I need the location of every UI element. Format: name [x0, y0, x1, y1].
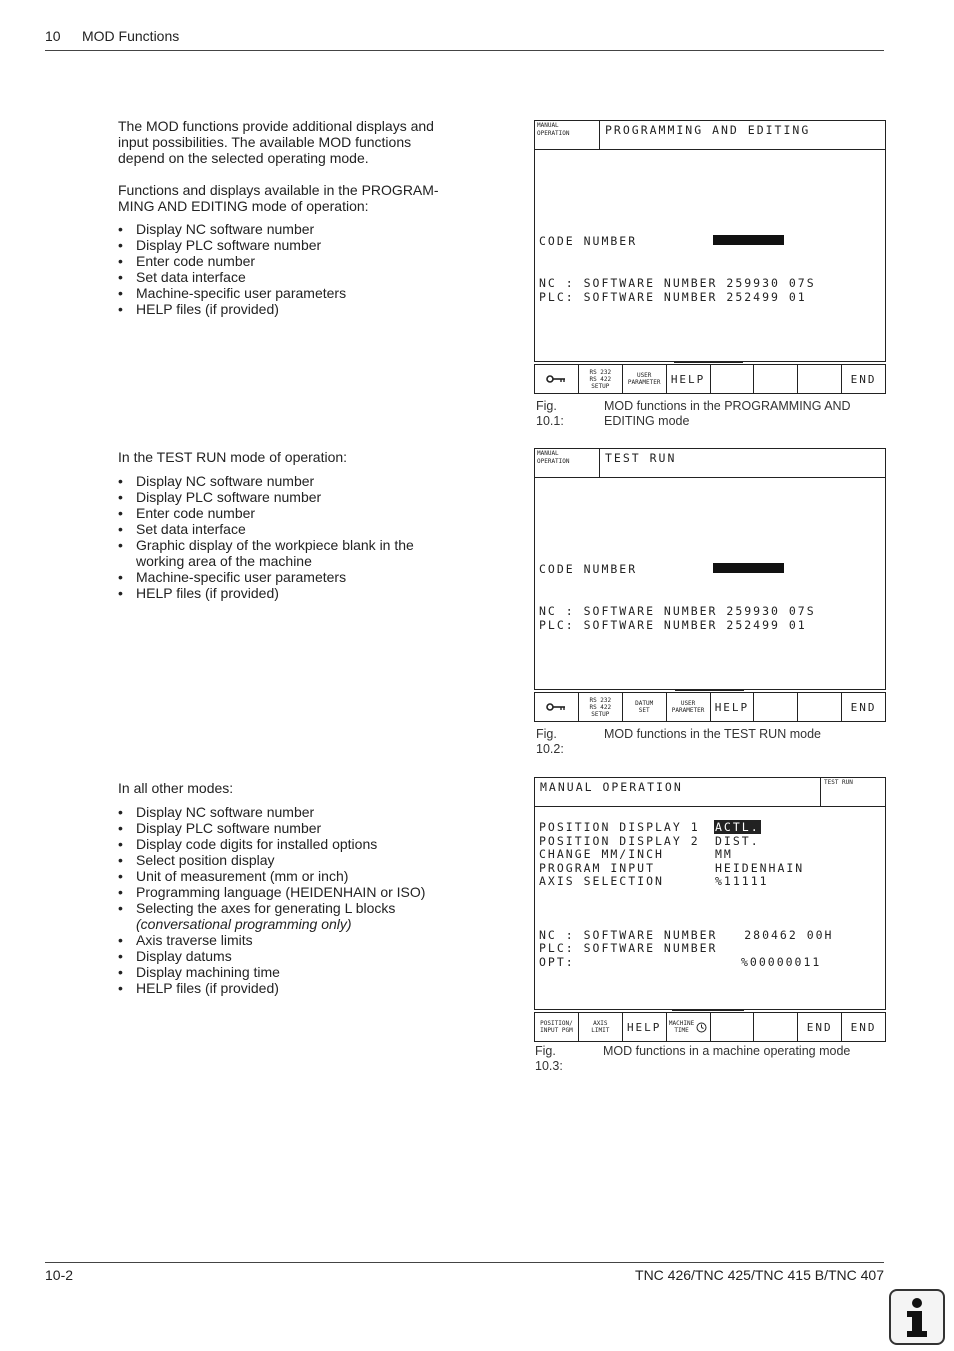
- function-list: [118, 804, 458, 996]
- list-item: • Programming language (HEIDENHAIN or ISO): [118, 884, 458, 900]
- plc-software-number: PLC: SOFTWARE NUMBER 252499 01: [539, 290, 807, 304]
- list-item: • Set data interface: [118, 269, 458, 285]
- mode-main-label: PROGRAMMING AND EDITING: [605, 123, 811, 137]
- empty-softkey[interactable]: [798, 365, 842, 393]
- position-display-1-label: POSITION DISPLAY 1: [539, 820, 700, 834]
- plc-software-number: PLC: SOFTWARE NUMBER: [539, 941, 718, 955]
- soft-key-tab: [672, 1009, 744, 1011]
- list-item: • Select position display: [118, 852, 458, 868]
- list-item: • Graphic display of the workpiece blank in the working area of the machine: [118, 537, 458, 569]
- plc-software-number: PLC: SOFTWARE NUMBER 252499 01: [539, 618, 807, 632]
- code-number-input[interactable]: [713, 235, 784, 245]
- list-item: • Axis traverse limits: [118, 932, 458, 948]
- screen-header: [535, 121, 885, 150]
- lead-paragraph: Functions and displays available in the PROGRAM-MING AND EDITING mode of operation:: [118, 182, 439, 214]
- list-item: • Unit of measurement (mm or inch): [118, 868, 458, 884]
- user-parameter-softkey[interactable]: USER PARAMETER: [623, 365, 667, 393]
- empty-softkey[interactable]: [754, 1013, 798, 1041]
- change-mm-inch-label: CHANGE MM/INCH: [539, 847, 664, 861]
- rs232-setup-softkey[interactable]: RS 232 RS 422 SETUP: [579, 365, 623, 393]
- list-item: • Display PLC software number: [118, 489, 458, 505]
- function-list: [118, 473, 458, 601]
- soft-key-row: [534, 364, 886, 394]
- list-item: • Display datums: [118, 948, 458, 964]
- chapter-title: MOD Functions: [82, 28, 180, 44]
- screen-header: [535, 449, 885, 478]
- position-display-1-value[interactable]: ACTL.: [715, 820, 760, 834]
- datum-set-softkey[interactable]: DATUM SET: [623, 693, 667, 721]
- mode-small-label: TEST RUN: [824, 779, 853, 786]
- soft-key-row: [534, 1012, 886, 1042]
- list-item-note: (conversational programming only): [136, 916, 352, 932]
- list-item: • Display code digits for installed options: [118, 836, 458, 852]
- chapter-number: 10: [45, 28, 61, 44]
- soft-key-row: [534, 692, 886, 722]
- help-softkey[interactable]: HELP: [711, 693, 755, 721]
- user-parameter-softkey[interactable]: USER PARAMETER: [667, 693, 711, 721]
- opt-label: OPT:: [539, 955, 575, 969]
- list-item: • HELP files (if provided): [118, 980, 458, 996]
- machine-time-label: MACHINE TIME: [668, 1020, 695, 1034]
- position-input-pgm-softkey[interactable]: POSITION/ INPUT PGM: [535, 1013, 579, 1041]
- lead-paragraph: In the TEST RUN mode of operation:: [118, 449, 348, 465]
- list-item: • Enter code number: [118, 253, 458, 269]
- list-item: • Display PLC software number: [118, 237, 458, 253]
- empty-softkey[interactable]: [754, 365, 798, 393]
- list-item: • Machine-specific user parameters: [118, 285, 458, 301]
- figure-label: Fig. 10.2:: [536, 727, 564, 756]
- screen-body: [535, 807, 885, 1009]
- key-icon-button[interactable]: [535, 365, 579, 393]
- nc-software-number: NC : SOFTWARE NUMBER 280462 00H: [539, 928, 834, 942]
- end-softkey[interactable]: END: [850, 372, 877, 386]
- screen-programming-editing: [534, 120, 886, 362]
- opt-value: %00000011: [741, 955, 822, 969]
- intro-paragraph: The MOD functions provide additional displays and input possibilities. The available MOD functions depend on the selected operating mode.: [118, 118, 434, 166]
- list-item: • Set data interface: [118, 521, 458, 537]
- list-item: • Display NC software number: [118, 221, 458, 237]
- end-softkey[interactable]: END: [850, 700, 877, 714]
- section-test-run: [118, 449, 458, 601]
- empty-softkey[interactable]: [798, 693, 842, 721]
- empty-softkey[interactable]: [754, 693, 798, 721]
- list-item: [118, 900, 458, 932]
- change-mm-inch-value[interactable]: MM: [715, 847, 733, 861]
- axis-selection-value[interactable]: %11111: [715, 874, 769, 888]
- screen-test-run: [534, 448, 886, 690]
- position-display-2-value[interactable]: DIST.: [715, 834, 760, 848]
- code-number-label: CODE NUMBER: [539, 234, 638, 248]
- soft-key-tab: [675, 689, 744, 691]
- lead-paragraph: In all other modes:: [118, 780, 234, 796]
- page-number: 10-2: [45, 1267, 74, 1283]
- soft-key-tab: [674, 361, 743, 363]
- figure-text: MOD functions in a machine operating mode: [603, 1044, 851, 1058]
- help-softkey[interactable]: HELP: [667, 365, 711, 393]
- key-icon-button[interactable]: [535, 693, 579, 721]
- function-list: [118, 221, 458, 317]
- page-header: [45, 28, 884, 51]
- program-input-label: PROGRAM INPUT: [539, 861, 656, 875]
- mode-small-label: MANUAL OPERATION: [535, 449, 600, 477]
- empty-softkey[interactable]: END: [798, 1013, 842, 1041]
- end-softkey[interactable]: END: [850, 1020, 877, 1034]
- axis-selection-label: AXIS SELECTION: [539, 874, 664, 888]
- mode-main-label: MANUAL OPERATION: [535, 778, 821, 806]
- model-text: TNC 426/TNC 425/TNC 415 B/TNC 407: [635, 1267, 884, 1283]
- empty-softkey[interactable]: [711, 365, 755, 393]
- list-item: • HELP files (if provided): [118, 301, 458, 317]
- list-item: • Display NC software number: [118, 804, 458, 820]
- key-icon: [546, 702, 566, 712]
- position-display-2-label: POSITION DISPLAY 2: [539, 834, 700, 848]
- machine-time-softkey[interactable]: [667, 1013, 711, 1041]
- list-item: • Enter code number: [118, 505, 458, 521]
- mode-small-label: MANUAL OPERATION: [535, 121, 600, 149]
- key-icon: [546, 374, 566, 384]
- list-item: • Display machining time: [118, 964, 458, 980]
- figure-label: Fig. 10.3:: [535, 1044, 563, 1073]
- figure-text: MOD functions in the TEST RUN mode: [604, 727, 821, 741]
- nc-software-number: NC : SOFTWARE NUMBER 259930 07S: [539, 276, 816, 290]
- code-number-label: CODE NUMBER: [539, 562, 638, 576]
- clock-icon: [696, 1022, 707, 1033]
- page-footer: [45, 1262, 884, 1283]
- mode-main-label: TEST RUN: [605, 451, 677, 465]
- figure-text: MOD functions in the PROGRAMMING AND EDITING mode: [604, 399, 851, 428]
- axis-limit-softkey[interactable]: AXIS LIMIT: [579, 1013, 623, 1041]
- section-other-modes: [118, 780, 458, 996]
- list-item: • Machine-specific user parameters: [118, 569, 458, 585]
- empty-softkey[interactable]: [711, 1013, 755, 1041]
- figure-label: Fig. 10.1:: [536, 399, 564, 428]
- screen-body: [535, 478, 885, 689]
- info-icon: [889, 1289, 945, 1345]
- help-softkey[interactable]: HELP: [623, 1013, 667, 1041]
- list-item: • Display NC software number: [118, 473, 458, 489]
- screen-machine-mode: [534, 777, 886, 1010]
- screen-body: [535, 150, 885, 361]
- rs232-setup-softkey[interactable]: RS 232 RS 422 SETUP: [579, 693, 623, 721]
- list-item: • Display PLC software number: [118, 820, 458, 836]
- section-programming-editing: [118, 118, 458, 317]
- program-input-value[interactable]: HEIDENHAIN: [715, 861, 805, 875]
- code-number-input[interactable]: [713, 563, 784, 573]
- screen-header: [535, 778, 885, 807]
- list-item-text: Selecting the axes for generating L blocks: [136, 900, 396, 916]
- nc-software-number: NC : SOFTWARE NUMBER 259930 07S: [539, 604, 816, 618]
- list-item: • HELP files (if provided): [118, 585, 458, 601]
